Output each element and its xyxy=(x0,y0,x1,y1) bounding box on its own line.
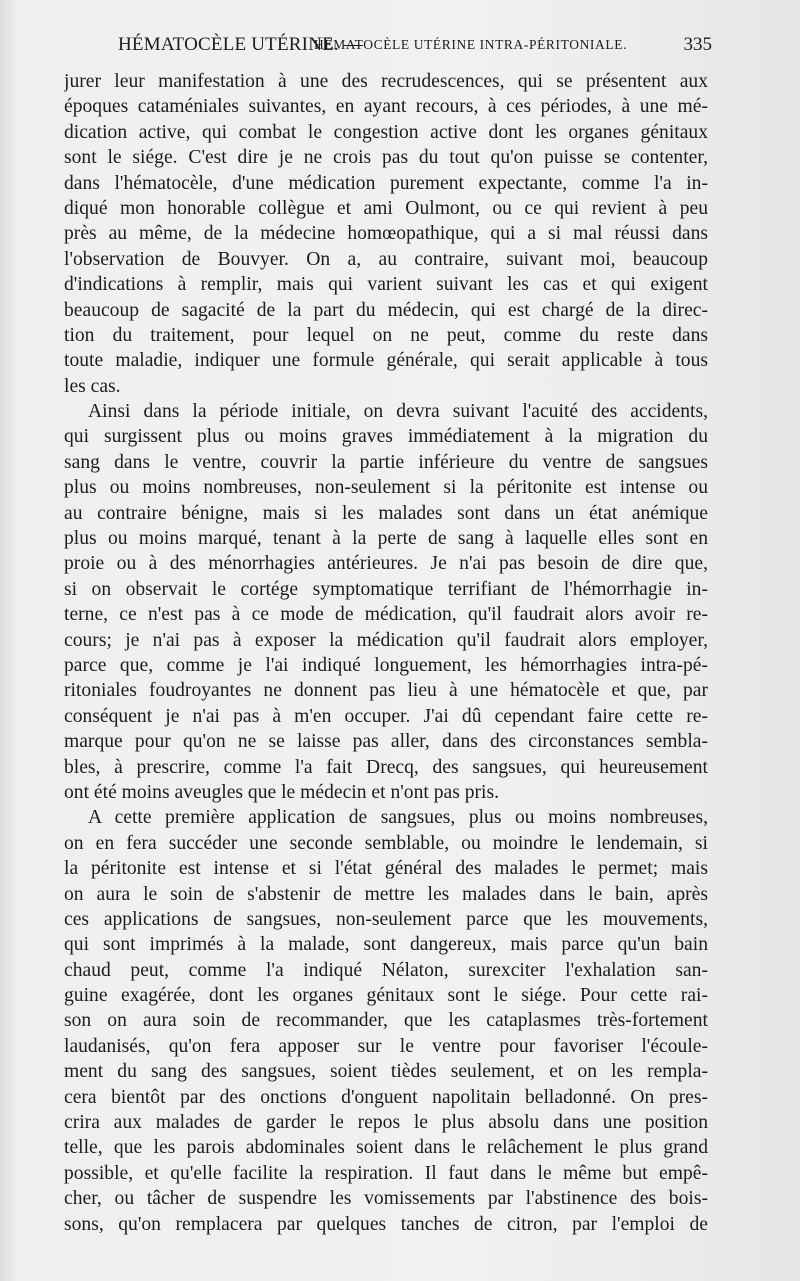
text-line: marque pour qu'on ne se laisse pas aller, dans des circonstances sembla- xyxy=(64,731,708,753)
text-line: conséquent je n'ai pas à m'en occuper. J'ai dû cependant faire cette re- xyxy=(64,705,708,727)
text-line: guine exagérée, dont les organes génitaux sont le siége. Pour cette rai- xyxy=(64,985,708,1007)
text-line: sons, qu'on remplacera par quelques tanches de citron, par l'emploi de xyxy=(64,1213,708,1235)
text-line: on aura le soin de s'abstenir de mettre les malades dans le bain, après xyxy=(64,883,708,905)
text-line: tion du traitement, pour lequel on ne peut, comme du reste dans xyxy=(64,324,708,346)
text-line: époques cataméniales suivantes, en ayant recours, à ces périodes, à une mé- xyxy=(64,96,708,118)
text-line: telle, que les parois abdominales soient dans le relâchement le plus grand xyxy=(64,1137,708,1159)
text-line: cours; je n'ai pas à exposer la médication qu'il faudrait alors employer, xyxy=(64,629,708,651)
text-line: cher, ou tâcher de suspendre les vomissements par l'abstinence des bois- xyxy=(64,1188,708,1210)
text-line: on en fera succéder une seconde semblable, ou moindre le lendemain, si xyxy=(64,832,708,854)
paragraph-start-line: A cette première application de sangsues, plus ou moins nombreuses, xyxy=(88,807,708,829)
text-line: ment du sang des sangsues, soient tièdes seulement, et on les rempla- xyxy=(64,1061,708,1083)
text-line: plus ou moins nombreuses, non-seulement si la péritonite est intense ou xyxy=(64,477,708,499)
text-line: plus ou moins marqué, tenant à la perte de sang à laquelle elles sont en xyxy=(64,528,708,550)
text-line: laudanisés, qu'on fera apposer sur le ventre pour favoriser l'écoule- xyxy=(64,1035,708,1057)
chapter-title: HÉMATOCÈLE UTÉRINE. — xyxy=(118,34,364,55)
text-line: qui surgissent plus ou moins graves immédiatement à la migration du xyxy=(64,426,708,448)
text-line: cera bientôt par des onctions d'onguent napolitain belladonné. On pres- xyxy=(64,1086,708,1108)
text-line: crira aux malades de garder le repos le plus absolu dans une position xyxy=(64,1112,708,1134)
text-line: dication active, qui combat le congestion active dont les organes génitaux xyxy=(64,121,708,143)
running-head xyxy=(118,34,712,60)
text-line: ritoniales foudroyantes ne donnent pas lieu à une hématocèle et que, par xyxy=(64,680,708,702)
text-line: proie ou à des ménorrhagies antérieures. Je n'ai pas besoin de dire que, xyxy=(64,553,708,575)
text-line: chaud peut, comme l'a indiqué Nélaton, surexciter l'exhalation san- xyxy=(64,959,708,981)
text-line: diqué mon honorable collègue et ami Oulmont, ou ce qui revient à peu xyxy=(64,197,708,219)
text-line: près au même, de la médecine homœopathique, qui a si mal réussi dans xyxy=(64,223,708,245)
text-line: sang dans le ventre, couvrir la partie inférieure du ventre de sangsues xyxy=(64,451,708,473)
text-line: ces applications de sangsues, non-seulement parce que les mouvements, xyxy=(64,908,708,930)
text-line: son on aura soin de recommander, que les cataplasmes très-fortement xyxy=(64,1010,708,1032)
text-line: au contraire bénigne, mais si les malades sont dans un état anémique xyxy=(64,502,708,524)
text-line: qui sont imprimés à la malade, sont dangereux, mais parce qu'un bain xyxy=(64,934,708,956)
paragraph-end-line: les cas. xyxy=(64,375,121,397)
text-line: dans l'hématocèle, d'une médication purement expectante, comme l'a in- xyxy=(64,172,708,194)
section-title: HÉMATOCÈLE UTÉRINE INTRA-PÉRITONIALE. xyxy=(314,37,628,52)
text-line: d'indications à remplir, mais qui varient suivant les cas et qui exigent xyxy=(64,274,708,296)
text-line: l'observation de Bouvyer. On a, au contraire, suivant moi, beaucoup xyxy=(64,248,708,270)
text-line: sont le siége. C'est dire je ne crois pas du tout qu'on puisse se contenter, xyxy=(64,147,708,169)
text-line: bles, à prescrire, comme l'a fait Drecq, des sangsues, qui heureusement xyxy=(64,756,708,778)
text-line: parce que, comme je l'ai indiqué longuement, les hémorrhagies intra-pé- xyxy=(64,654,708,676)
paragraph-end-line: ont été moins aveugles que le médecin et n'ont pas pris. xyxy=(64,781,500,803)
body-text xyxy=(64,69,708,1237)
text-line: terne, ce n'est pas à ce mode de médication, qu'il faudrait alors avoir re- xyxy=(64,604,708,626)
text-line: beaucoup de sagacité de la part du médecin, qui est chargé de la direc- xyxy=(64,299,708,321)
text-line: toute maladie, indiquer une formule générale, qui serait applicable à tous xyxy=(64,350,708,372)
text-line: si on observait le cortége symptomatique terrifiant de l'hémorrhagie in- xyxy=(64,578,708,600)
paragraph-start-line: Ainsi dans la période initiale, on devra suivant l'acuité des accidents, xyxy=(88,401,708,423)
page-number: 335 xyxy=(683,34,712,55)
text-line: jurer leur manifestation à une des recrudescences, qui se présentent aux xyxy=(64,71,708,92)
text-line: la péritonite est intense et si l'état général des malades le permet; mais xyxy=(64,858,708,880)
text-line: possible, et qu'elle facilite la respiration. Il faut dans le même but empê- xyxy=(64,1162,708,1184)
